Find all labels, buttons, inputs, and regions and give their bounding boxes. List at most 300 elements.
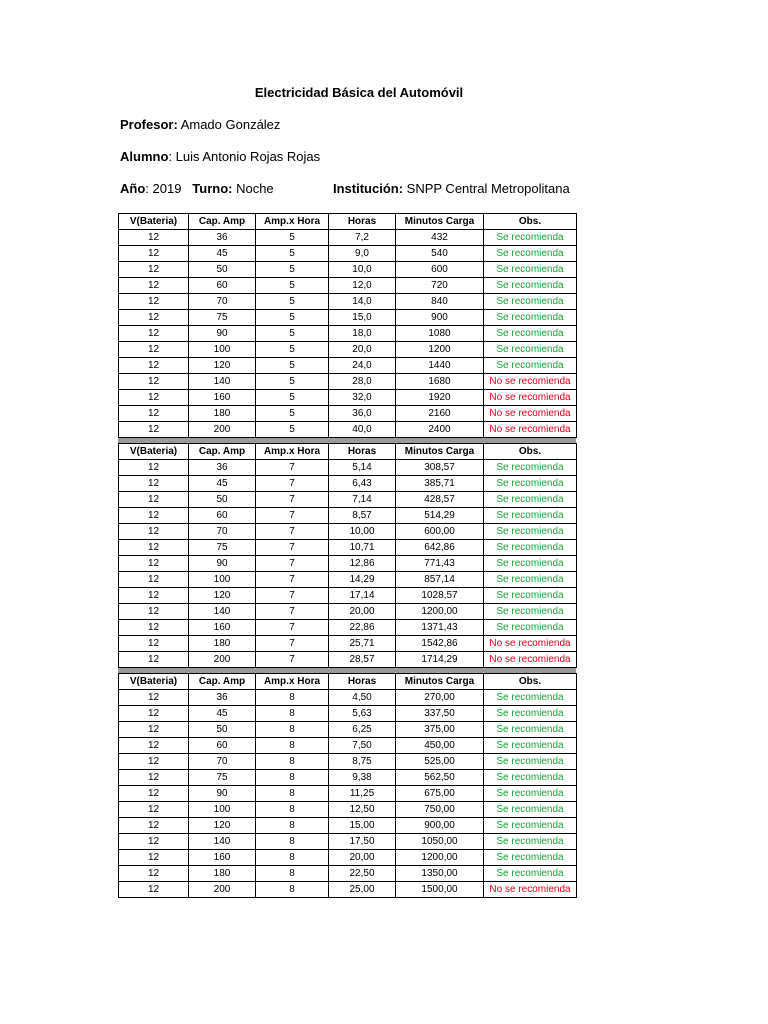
- observation-cell: No se recomienda: [484, 636, 577, 652]
- hours-cell: 15,0: [329, 310, 396, 326]
- minutes-cell: 771,43: [396, 556, 484, 572]
- table-row: [119, 230, 577, 246]
- voltage-cell: 12: [119, 508, 189, 524]
- anio-label: Año: [120, 181, 146, 196]
- observation-cell: No se recomienda: [484, 406, 577, 422]
- observation-cell: No se recomienda: [484, 652, 577, 668]
- column-header: Horas: [329, 444, 396, 460]
- column-header: V(Bateria): [119, 214, 189, 230]
- table-row: [119, 722, 577, 738]
- table-row: [119, 342, 577, 358]
- capacity-cell: 200: [189, 652, 256, 668]
- minutes-cell: 600: [396, 262, 484, 278]
- amp-hour-cell: 5: [256, 374, 329, 390]
- observation-cell: Se recomienda: [484, 572, 577, 588]
- table-row: [119, 620, 577, 636]
- minutes-cell: 840: [396, 294, 484, 310]
- hours-cell: 11,25: [329, 786, 396, 802]
- voltage-cell: 12: [119, 540, 189, 556]
- minutes-cell: 1200,00: [396, 604, 484, 620]
- minutes-cell: 385,71: [396, 476, 484, 492]
- table-row: [119, 262, 577, 278]
- table-row: [119, 524, 577, 540]
- observation-cell: Se recomienda: [484, 866, 577, 882]
- column-header: Obs.: [484, 674, 577, 690]
- table-header-row: [119, 444, 577, 460]
- minutes-cell: 540: [396, 246, 484, 262]
- observation-cell: Se recomienda: [484, 770, 577, 786]
- hours-cell: 20,00: [329, 850, 396, 866]
- hours-cell: 18,0: [329, 326, 396, 342]
- amp-hour-cell: 8: [256, 770, 329, 786]
- table-row: [119, 476, 577, 492]
- minutes-cell: 1028,57: [396, 588, 484, 604]
- profesor-line: [120, 117, 280, 132]
- table-row: [119, 690, 577, 706]
- table-row: [119, 850, 577, 866]
- amp-hour-cell: 8: [256, 690, 329, 706]
- hours-cell: 7,2: [329, 230, 396, 246]
- amp-hour-cell: 7: [256, 492, 329, 508]
- table-row: [119, 754, 577, 770]
- capacity-cell: 36: [189, 690, 256, 706]
- observation-cell: Se recomienda: [484, 802, 577, 818]
- observation-cell: Se recomienda: [484, 556, 577, 572]
- amp-hour-cell: 7: [256, 524, 329, 540]
- observation-cell: Se recomienda: [484, 620, 577, 636]
- table-row: [119, 588, 577, 604]
- hours-cell: 10,00: [329, 524, 396, 540]
- observation-cell: Se recomienda: [484, 230, 577, 246]
- observation-cell: Se recomienda: [484, 722, 577, 738]
- alumno-value: : Luis Antonio Rojas Rojas: [168, 149, 321, 164]
- hours-cell: 14,0: [329, 294, 396, 310]
- observation-cell: Se recomienda: [484, 786, 577, 802]
- column-header: Cap. Amp: [189, 214, 256, 230]
- amp-hour-cell: 5: [256, 422, 329, 438]
- column-header: Cap. Amp: [189, 444, 256, 460]
- voltage-cell: 12: [119, 770, 189, 786]
- capacity-cell: 45: [189, 476, 256, 492]
- voltage-cell: 12: [119, 342, 189, 358]
- column-header: Horas: [329, 674, 396, 690]
- capacity-cell: 75: [189, 540, 256, 556]
- amp-hour-cell: 7: [256, 588, 329, 604]
- minutes-cell: 1680: [396, 374, 484, 390]
- document-title: Electricidad Básica del Automóvil: [254, 85, 464, 100]
- voltage-cell: 12: [119, 604, 189, 620]
- institucion-line: [333, 181, 570, 196]
- hours-cell: 22,50: [329, 866, 396, 882]
- hours-cell: 36,0: [329, 406, 396, 422]
- minutes-cell: 900: [396, 310, 484, 326]
- amp-hour-cell: 5: [256, 246, 329, 262]
- minutes-cell: 675,00: [396, 786, 484, 802]
- amp-hour-cell: 7: [256, 636, 329, 652]
- column-header: Horas: [329, 214, 396, 230]
- amp-hour-cell: 5: [256, 326, 329, 342]
- hours-cell: 17,14: [329, 588, 396, 604]
- observation-cell: No se recomienda: [484, 882, 577, 898]
- capacity-cell: 180: [189, 406, 256, 422]
- capacity-cell: 180: [189, 636, 256, 652]
- voltage-cell: 12: [119, 738, 189, 754]
- voltage-cell: 12: [119, 524, 189, 540]
- amp-hour-cell: 8: [256, 818, 329, 834]
- amp-hour-cell: 7: [256, 556, 329, 572]
- voltage-cell: 12: [119, 706, 189, 722]
- amp-hour-cell: 8: [256, 738, 329, 754]
- table-row: [119, 326, 577, 342]
- observation-cell: Se recomienda: [484, 738, 577, 754]
- hours-cell: 5,14: [329, 460, 396, 476]
- hours-cell: 5,63: [329, 706, 396, 722]
- capacity-cell: 90: [189, 326, 256, 342]
- capacity-cell: 60: [189, 278, 256, 294]
- voltage-cell: 12: [119, 802, 189, 818]
- table-row: [119, 492, 577, 508]
- minutes-cell: 428,57: [396, 492, 484, 508]
- observation-cell: Se recomienda: [484, 342, 577, 358]
- column-header: Amp.x Hora: [256, 444, 329, 460]
- hours-cell: 10,71: [329, 540, 396, 556]
- table-row: [119, 636, 577, 652]
- hours-cell: 12,0: [329, 278, 396, 294]
- observation-cell: Se recomienda: [484, 246, 577, 262]
- minutes-cell: 642,86: [396, 540, 484, 556]
- hours-cell: 6,25: [329, 722, 396, 738]
- profesor-value: Amado González: [177, 117, 281, 132]
- hours-cell: 7,50: [329, 738, 396, 754]
- voltage-cell: 12: [119, 556, 189, 572]
- hours-cell: 9,38: [329, 770, 396, 786]
- table-row: [119, 246, 577, 262]
- table-row: [119, 422, 577, 438]
- voltage-cell: 12: [119, 278, 189, 294]
- hours-cell: 25,00: [329, 882, 396, 898]
- capacity-cell: 100: [189, 342, 256, 358]
- voltage-cell: 12: [119, 834, 189, 850]
- column-header: Obs.: [484, 214, 577, 230]
- minutes-cell: 1542,86: [396, 636, 484, 652]
- observation-cell: Se recomienda: [484, 604, 577, 620]
- voltage-cell: 12: [119, 636, 189, 652]
- observation-cell: Se recomienda: [484, 754, 577, 770]
- minutes-cell: 600,00: [396, 524, 484, 540]
- amp-hour-cell: 5: [256, 358, 329, 374]
- voltage-cell: 12: [119, 572, 189, 588]
- observation-cell: Se recomienda: [484, 818, 577, 834]
- capacity-cell: 45: [189, 246, 256, 262]
- hours-cell: 9,0: [329, 246, 396, 262]
- column-header: Obs.: [484, 444, 577, 460]
- amp-hour-cell: 5: [256, 230, 329, 246]
- hours-cell: 14,29: [329, 572, 396, 588]
- observation-cell: Se recomienda: [484, 540, 577, 556]
- capacity-cell: 140: [189, 374, 256, 390]
- hours-cell: 12,50: [329, 802, 396, 818]
- capacity-cell: 120: [189, 588, 256, 604]
- capacity-cell: 70: [189, 524, 256, 540]
- voltage-cell: 12: [119, 390, 189, 406]
- capacity-cell: 160: [189, 390, 256, 406]
- minutes-cell: 1050,00: [396, 834, 484, 850]
- capacity-cell: 50: [189, 262, 256, 278]
- capacity-cell: 75: [189, 310, 256, 326]
- minutes-cell: 1371,43: [396, 620, 484, 636]
- voltage-cell: 12: [119, 460, 189, 476]
- amp-hour-cell: 5: [256, 294, 329, 310]
- observation-cell: No se recomienda: [484, 374, 577, 390]
- column-header: V(Bateria): [119, 674, 189, 690]
- observation-cell: Se recomienda: [484, 460, 577, 476]
- voltage-cell: 12: [119, 850, 189, 866]
- observation-cell: Se recomienda: [484, 492, 577, 508]
- amp-hour-cell: 5: [256, 406, 329, 422]
- voltage-cell: 12: [119, 374, 189, 390]
- hours-cell: 20,0: [329, 342, 396, 358]
- amp-hour-cell: 8: [256, 722, 329, 738]
- minutes-cell: 857,14: [396, 572, 484, 588]
- column-header: Minutos Carga: [396, 444, 484, 460]
- voltage-cell: 12: [119, 422, 189, 438]
- capacity-cell: 70: [189, 754, 256, 770]
- table-row: [119, 802, 577, 818]
- amp-hour-cell: 7: [256, 540, 329, 556]
- observation-cell: Se recomienda: [484, 278, 577, 294]
- voltage-cell: 12: [119, 818, 189, 834]
- capacity-cell: 160: [189, 850, 256, 866]
- table-row: [119, 818, 577, 834]
- amp-hour-cell: 8: [256, 802, 329, 818]
- voltage-cell: 12: [119, 588, 189, 604]
- table-row: [119, 786, 577, 802]
- capacity-cell: 100: [189, 802, 256, 818]
- table-row: [119, 706, 577, 722]
- table-row: [119, 278, 577, 294]
- voltage-cell: 12: [119, 722, 189, 738]
- hours-cell: 32,0: [329, 390, 396, 406]
- amp-hour-cell: 5: [256, 342, 329, 358]
- amp-hour-cell: 8: [256, 834, 329, 850]
- institucion-label: Institución:: [333, 181, 404, 196]
- voltage-cell: 12: [119, 882, 189, 898]
- amp-hour-cell: 5: [256, 390, 329, 406]
- amp-hour-cell: 8: [256, 754, 329, 770]
- minutes-cell: 270,00: [396, 690, 484, 706]
- hours-cell: 7,14: [329, 492, 396, 508]
- capacity-cell: 45: [189, 706, 256, 722]
- voltage-cell: 12: [119, 652, 189, 668]
- minutes-cell: 562,50: [396, 770, 484, 786]
- amp-hour-cell: 5: [256, 310, 329, 326]
- voltage-cell: 12: [119, 294, 189, 310]
- alumno-line: [120, 149, 320, 164]
- amp-hour-cell: 7: [256, 460, 329, 476]
- table-row: [119, 572, 577, 588]
- hours-cell: 24,0: [329, 358, 396, 374]
- table-row: [119, 556, 577, 572]
- charge-tables: [118, 213, 576, 898]
- hours-cell: 8,57: [329, 508, 396, 524]
- amp-hour-cell: 7: [256, 652, 329, 668]
- table-row: [119, 390, 577, 406]
- table-row: [119, 406, 577, 422]
- observation-cell: Se recomienda: [484, 524, 577, 540]
- hours-cell: 28,57: [329, 652, 396, 668]
- amp-hour-cell: 8: [256, 866, 329, 882]
- capacity-cell: 160: [189, 620, 256, 636]
- observation-cell: Se recomienda: [484, 262, 577, 278]
- voltage-cell: 12: [119, 230, 189, 246]
- observation-cell: Se recomienda: [484, 850, 577, 866]
- table-row: [119, 652, 577, 668]
- capacity-cell: 50: [189, 492, 256, 508]
- table-row: [119, 310, 577, 326]
- voltage-cell: 12: [119, 786, 189, 802]
- minutes-cell: 1200,00: [396, 850, 484, 866]
- table-row: [119, 834, 577, 850]
- capacity-cell: 36: [189, 230, 256, 246]
- observation-cell: Se recomienda: [484, 690, 577, 706]
- minutes-cell: 1350,00: [396, 866, 484, 882]
- capacity-cell: 200: [189, 882, 256, 898]
- table-row: [119, 738, 577, 754]
- minutes-cell: 2400: [396, 422, 484, 438]
- amp-hour-cell: 8: [256, 706, 329, 722]
- column-header: Amp.x Hora: [256, 214, 329, 230]
- table-row: [119, 460, 577, 476]
- table-row: [119, 374, 577, 390]
- table-row: [119, 508, 577, 524]
- voltage-cell: 12: [119, 492, 189, 508]
- minutes-cell: 514,29: [396, 508, 484, 524]
- minutes-cell: 337,50: [396, 706, 484, 722]
- amp-hour-cell: 7: [256, 620, 329, 636]
- observation-cell: Se recomienda: [484, 588, 577, 604]
- capacity-cell: 60: [189, 508, 256, 524]
- hours-cell: 15,00: [329, 818, 396, 834]
- capacity-cell: 90: [189, 786, 256, 802]
- amp-hour-cell: 5: [256, 278, 329, 294]
- minutes-cell: 1714,29: [396, 652, 484, 668]
- table-header-row: [119, 214, 577, 230]
- amp-hour-cell: 5: [256, 262, 329, 278]
- hours-cell: 28,0: [329, 374, 396, 390]
- table-row: [119, 866, 577, 882]
- minutes-cell: 2160: [396, 406, 484, 422]
- column-header: Cap. Amp: [189, 674, 256, 690]
- amp-hour-cell: 8: [256, 850, 329, 866]
- observation-cell: Se recomienda: [484, 834, 577, 850]
- capacity-cell: 75: [189, 770, 256, 786]
- voltage-cell: 12: [119, 476, 189, 492]
- hours-cell: 10,0: [329, 262, 396, 278]
- minutes-cell: 375,00: [396, 722, 484, 738]
- voltage-cell: 12: [119, 358, 189, 374]
- hours-cell: 25,71: [329, 636, 396, 652]
- observation-cell: Se recomienda: [484, 326, 577, 342]
- minutes-cell: 900,00: [396, 818, 484, 834]
- table-header-row: [119, 674, 577, 690]
- amp-hour-cell: 7: [256, 604, 329, 620]
- observation-cell: Se recomienda: [484, 508, 577, 524]
- alumno-label: Alumno: [120, 149, 169, 164]
- charge-table: [118, 443, 577, 668]
- table-row: [119, 770, 577, 786]
- column-header: Amp.x Hora: [256, 674, 329, 690]
- minutes-cell: 525,00: [396, 754, 484, 770]
- hours-cell: 22,86: [329, 620, 396, 636]
- capacity-cell: 70: [189, 294, 256, 310]
- table-row: [119, 604, 577, 620]
- capacity-cell: 120: [189, 358, 256, 374]
- hours-cell: 4,50: [329, 690, 396, 706]
- capacity-cell: 60: [189, 738, 256, 754]
- capacity-cell: 36: [189, 460, 256, 476]
- observation-cell: No se recomienda: [484, 422, 577, 438]
- institucion-value: SNPP Central Metropolitana: [403, 181, 570, 196]
- minutes-cell: 720: [396, 278, 484, 294]
- anio-value: : 2019: [145, 181, 182, 196]
- hours-cell: 17,50: [329, 834, 396, 850]
- column-header: Minutos Carga: [396, 674, 484, 690]
- minutes-cell: 308,57: [396, 460, 484, 476]
- minutes-cell: 1920: [396, 390, 484, 406]
- minutes-cell: 1500,00: [396, 882, 484, 898]
- voltage-cell: 12: [119, 620, 189, 636]
- minutes-cell: 750,00: [396, 802, 484, 818]
- capacity-cell: 100: [189, 572, 256, 588]
- table-row: [119, 540, 577, 556]
- voltage-cell: 12: [119, 246, 189, 262]
- profesor-label: Profesor:: [120, 117, 178, 132]
- voltage-cell: 12: [119, 866, 189, 882]
- column-header: V(Bateria): [119, 444, 189, 460]
- capacity-cell: 200: [189, 422, 256, 438]
- charge-table: [118, 213, 577, 438]
- voltage-cell: 12: [119, 690, 189, 706]
- capacity-cell: 140: [189, 834, 256, 850]
- minutes-cell: 432: [396, 230, 484, 246]
- minutes-cell: 1440: [396, 358, 484, 374]
- voltage-cell: 12: [119, 262, 189, 278]
- voltage-cell: 12: [119, 406, 189, 422]
- capacity-cell: 140: [189, 604, 256, 620]
- voltage-cell: 12: [119, 310, 189, 326]
- anio-turno-line: [120, 181, 274, 196]
- hours-cell: 12,86: [329, 556, 396, 572]
- capacity-cell: 90: [189, 556, 256, 572]
- observation-cell: Se recomienda: [484, 358, 577, 374]
- minutes-cell: 450,00: [396, 738, 484, 754]
- hours-cell: 40,0: [329, 422, 396, 438]
- observation-cell: Se recomienda: [484, 706, 577, 722]
- hours-cell: 8,75: [329, 754, 396, 770]
- capacity-cell: 120: [189, 818, 256, 834]
- voltage-cell: 12: [119, 754, 189, 770]
- turno-label: Turno:: [192, 181, 233, 196]
- table-row: [119, 358, 577, 374]
- hours-cell: 6,43: [329, 476, 396, 492]
- hours-cell: 20,00: [329, 604, 396, 620]
- amp-hour-cell: 8: [256, 786, 329, 802]
- voltage-cell: 12: [119, 326, 189, 342]
- charge-table: [118, 673, 577, 898]
- table-row: [119, 294, 577, 310]
- column-header: Minutos Carga: [396, 214, 484, 230]
- observation-cell: Se recomienda: [484, 310, 577, 326]
